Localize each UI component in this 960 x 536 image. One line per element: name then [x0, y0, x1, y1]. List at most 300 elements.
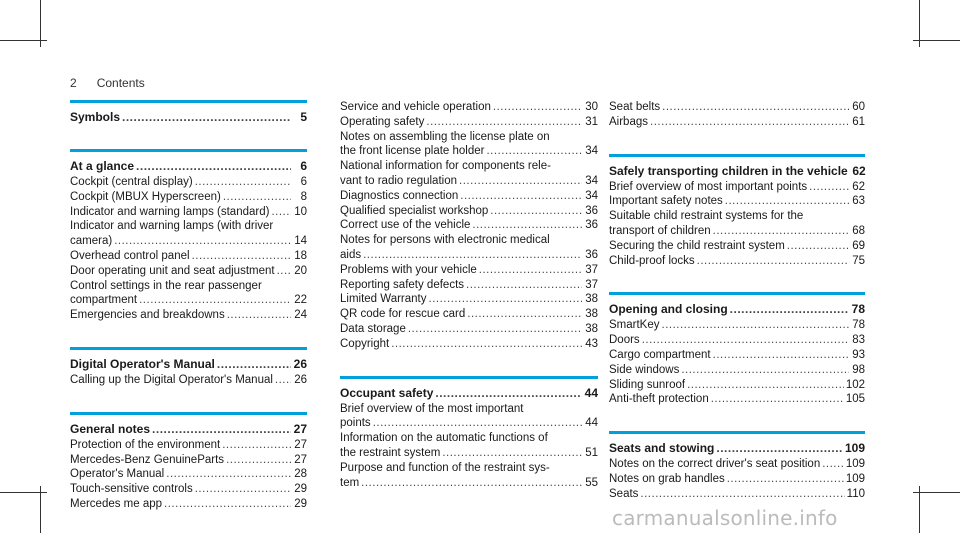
running-header	[70, 76, 145, 90]
section-heading-text: Seats and stowing	[609, 441, 715, 456]
dot-leader	[479, 263, 582, 278]
toc-entry-text: Airbags	[609, 115, 648, 128]
toc-page-number: 6	[300, 176, 307, 188]
toc-page-number: 8	[300, 190, 307, 203]
toc-page-number: 37	[585, 263, 598, 276]
dot-leader	[222, 438, 291, 453]
toc-entry-text: Notes for persons with electronic medical	[340, 234, 550, 247]
dot-leader	[713, 224, 849, 239]
section-page-number: 27	[293, 421, 307, 436]
toc-entry-line	[609, 363, 865, 378]
toc-entry[interactable]	[609, 239, 865, 254]
toc-entry-text: Operating safety	[340, 115, 425, 128]
toc-page-number: 29	[294, 483, 307, 496]
running-title: Contents	[96, 76, 145, 90]
toc-page-number: 102	[845, 378, 865, 391]
dot-leader	[486, 144, 582, 159]
dot-leader	[642, 333, 849, 348]
toc-entry[interactable]	[609, 254, 865, 269]
toc-page-number: 51	[585, 446, 598, 459]
dot-leader	[662, 318, 850, 333]
toc-entry[interactable]	[70, 205, 307, 220]
toc-entry-text: Qualified specialist workshop	[340, 204, 489, 217]
toc-entry-line	[609, 392, 865, 407]
dot-leader	[426, 115, 582, 130]
dot-leader	[681, 363, 849, 378]
toc-entry-line	[609, 224, 865, 239]
section-heading[interactable]	[70, 158, 307, 174]
toc-entry[interactable]	[70, 190, 307, 205]
dot-leader	[227, 308, 291, 323]
toc-entry-text: Touch-sensitive controls	[70, 483, 193, 496]
toc-entry-text: Protection of the environment	[70, 438, 221, 451]
toc-entry-text: SmartKey	[609, 319, 660, 332]
section-page-number: 26	[293, 356, 307, 371]
toc-entry-line	[70, 467, 307, 482]
dot-leader	[697, 254, 849, 269]
section-heading[interactable]	[340, 385, 598, 401]
toc-entry-text: Notes on grab handles	[609, 472, 725, 485]
toc-page-number: 26	[294, 373, 307, 386]
dot-leader	[725, 194, 849, 209]
section-heading-text: Symbols	[70, 110, 121, 124]
toc-page-number: 78	[852, 319, 865, 332]
toc-entry-line	[340, 322, 598, 337]
toc-entry-line	[340, 263, 598, 278]
toc-page-number: 28	[294, 468, 307, 481]
toc-page-number: 38	[585, 308, 598, 321]
toc-entry[interactable]	[340, 159, 598, 189]
toc-entry-line	[70, 438, 307, 453]
toc-entry[interactable]	[609, 100, 865, 115]
toc-entry-line	[340, 292, 598, 307]
toc-entry-line	[609, 457, 865, 472]
dot-leader	[459, 174, 582, 189]
toc-page-number: 20	[294, 264, 307, 277]
toc-entry-text: Door operating unit and seat adjustment	[70, 264, 275, 277]
toc-entry-text: Sliding sunroof	[609, 378, 686, 391]
toc-page-number: 30	[585, 101, 598, 113]
toc-entry-line	[609, 100, 865, 115]
section-heading-text: General notes	[70, 421, 151, 436]
toc-entry-text: camera)	[70, 235, 113, 248]
dot-leader	[373, 416, 582, 431]
section-page-number: 5	[300, 110, 307, 124]
toc-entry[interactable]	[340, 402, 598, 432]
toc-page-number: 29	[294, 497, 307, 510]
toc-entry-text: Brief overview of most important points	[609, 180, 808, 193]
toc-entry-text: Overhead control panel	[70, 249, 190, 262]
toc-entry-line	[340, 307, 598, 322]
toc-section	[340, 100, 598, 352]
toc-entry-text: the front license plate holder	[340, 145, 485, 158]
toc-entry[interactable]	[70, 219, 307, 249]
toc-page-number: 36	[585, 204, 598, 217]
watermark: carmanualsonline.info	[612, 506, 838, 530]
dot-leader	[467, 307, 582, 322]
toc-entry-text: Operator's Manual	[70, 468, 165, 481]
dot-leader	[271, 205, 291, 220]
section-rule	[70, 412, 307, 415]
toc-entry[interactable]	[340, 461, 598, 491]
toc-entry-line	[70, 453, 307, 468]
toc-entry[interactable]	[340, 292, 598, 307]
toc-entry-line	[609, 239, 865, 254]
toc-page-number: 31	[585, 115, 598, 128]
dot-leader	[164, 497, 291, 512]
toc-entry[interactable]	[340, 233, 598, 263]
section-heading[interactable]	[609, 440, 865, 456]
toc-entry-line	[70, 308, 307, 323]
toc-entry-text: Mercedes-Benz GenuineParts	[70, 453, 225, 466]
crop-mark	[0, 492, 47, 493]
section-page-number: 78	[851, 302, 865, 317]
toc-entry-text: Problems with your vehicle	[340, 263, 477, 276]
dot-leader	[650, 115, 849, 130]
section-page-number: 6	[300, 159, 307, 173]
toc-page-number: 34	[585, 145, 598, 158]
toc-entry-line	[70, 264, 307, 279]
toc-entry[interactable]	[609, 333, 865, 348]
toc-entry-text: Emergencies and breakdowns	[70, 309, 225, 322]
toc-entry-line	[340, 476, 598, 491]
dot-leader	[217, 356, 291, 372]
toc-entry-text: Indicator and warning lamps (with driver	[70, 220, 274, 233]
toc-entry-line	[340, 144, 598, 159]
section-page-number: 44	[584, 385, 598, 400]
toc-entry-line	[340, 446, 598, 461]
toc-entry-text: vant to radio regulation	[340, 174, 457, 187]
toc-entry[interactable]	[609, 318, 865, 333]
toc-entry[interactable]	[609, 180, 865, 195]
crop-mark	[913, 492, 960, 493]
toc-entry[interactable]	[70, 482, 307, 497]
toc-entry[interactable]	[609, 472, 865, 487]
dot-leader	[429, 292, 583, 307]
dot-leader	[408, 322, 582, 337]
toc-entry[interactable]	[70, 438, 307, 453]
toc-entry-text: Purpose and function of the restraint sys-	[340, 461, 550, 474]
toc-section	[609, 100, 865, 130]
toc-entry[interactable]	[609, 457, 865, 472]
dot-leader	[139, 293, 291, 308]
section-rule	[609, 292, 865, 295]
toc-entry[interactable]	[70, 175, 307, 190]
toc-entry-line	[609, 333, 865, 348]
toc-entry[interactable]	[609, 115, 865, 130]
toc-page-number: 75	[852, 254, 865, 267]
dot-leader	[195, 175, 291, 190]
dot-leader	[730, 301, 849, 317]
toc-entry-line	[340, 248, 598, 263]
toc-entry-line	[609, 348, 865, 363]
dot-leader	[363, 248, 582, 263]
toc-page-number: 109	[845, 458, 865, 471]
dot-leader	[493, 100, 582, 115]
crop-mark	[919, 486, 920, 533]
toc-page-number: 61	[852, 115, 865, 128]
dot-leader	[787, 239, 849, 254]
toc-entry[interactable]	[340, 204, 598, 219]
toc-entry-text: Seat belts	[609, 101, 661, 113]
section-heading-text: Digital Operator's Manual	[70, 356, 215, 371]
toc-entry-line	[70, 482, 307, 497]
toc-page-number: 55	[585, 476, 598, 489]
toc-page-number: 83	[852, 334, 865, 347]
dot-leader	[195, 482, 291, 497]
toc-entry-line	[70, 373, 307, 388]
section-heading-text: Occupant safety	[340, 385, 434, 400]
toc-entry[interactable]	[340, 218, 598, 233]
dot-leader	[822, 457, 844, 472]
toc-entry-line	[70, 497, 307, 512]
toc-page-number: 44	[585, 417, 598, 430]
toc-entry[interactable]	[70, 373, 307, 388]
toc-entry-line	[70, 293, 307, 308]
toc-column-2	[340, 100, 598, 514]
toc-entry[interactable]	[70, 249, 307, 264]
toc-section	[70, 412, 307, 512]
toc-entry-text: aids	[340, 248, 362, 261]
dot-leader	[490, 204, 582, 219]
dot-leader	[152, 421, 291, 437]
toc-entry[interactable]	[340, 322, 598, 337]
toc-page-number: 60	[852, 101, 865, 113]
toc-entry[interactable]	[340, 115, 598, 130]
toc-entry-line	[340, 278, 598, 293]
section-page-number: 109	[844, 441, 865, 456]
toc-entry-text: National information for components rele-	[340, 160, 551, 173]
toc-entry[interactable]	[70, 497, 307, 512]
toc-entry[interactable]	[340, 337, 598, 352]
toc-entry-text: Data storage	[340, 322, 406, 335]
toc-page-number: 38	[585, 293, 598, 306]
toc-entry[interactable]	[609, 209, 865, 239]
crop-mark	[40, 486, 41, 533]
toc-entry-text: the restraint system	[340, 446, 441, 459]
dot-leader	[711, 392, 844, 407]
dot-leader	[166, 467, 291, 482]
dot-leader	[640, 487, 844, 502]
toc-entry[interactable]	[609, 194, 865, 209]
toc-section	[340, 376, 598, 491]
toc-page-number: 93	[852, 348, 865, 361]
dot-leader	[809, 180, 849, 195]
toc-page-number: 105	[845, 393, 865, 406]
toc-page-number: 110	[846, 487, 865, 500]
toc-page-number: 36	[585, 219, 598, 232]
toc-entry-text: Securing the child restraint system	[609, 239, 785, 252]
toc-page-number: 98	[852, 363, 865, 376]
toc-entry-line	[609, 378, 865, 393]
toc-entry-text: tem	[340, 476, 360, 489]
toc-entry[interactable]	[609, 392, 865, 407]
section-rule	[70, 149, 307, 152]
toc-column-3	[609, 100, 865, 526]
section-rule	[609, 154, 865, 157]
toc-entry-text: points	[340, 417, 371, 430]
toc-page-number: 34	[585, 189, 598, 202]
toc-page-number: 62	[852, 180, 865, 193]
toc-entry[interactable]	[340, 100, 598, 115]
toc-entry-text: Notes on assembling the license plate on	[340, 130, 550, 143]
dot-leader	[466, 278, 582, 293]
dot-leader	[716, 440, 843, 456]
toc-entry-line	[609, 115, 865, 130]
toc-entry[interactable]	[70, 467, 307, 482]
toc-entry-text: compartment	[70, 294, 138, 307]
toc-entry-line	[340, 174, 598, 189]
toc-entry-text: Important safety notes	[609, 195, 723, 208]
toc-page-number: 38	[585, 322, 598, 335]
toc-entry-line	[609, 194, 865, 209]
section-heading[interactable]	[70, 356, 307, 372]
toc-entry-line	[70, 205, 307, 220]
dot-leader	[662, 100, 849, 115]
toc-page-number: 68	[852, 224, 865, 237]
toc-page-number: 10	[294, 205, 307, 218]
toc-section	[70, 149, 307, 323]
toc-entry[interactable]	[70, 264, 307, 279]
toc-entry-line	[340, 100, 598, 115]
toc-section	[70, 347, 307, 388]
toc-entry-line	[70, 234, 307, 249]
toc-section	[609, 154, 865, 269]
toc-entry-line	[609, 487, 865, 502]
section-heading-text: Safely transporting children in the vehicle	[609, 163, 848, 178]
section-heading[interactable]	[70, 109, 307, 125]
toc-entry-line	[70, 175, 307, 190]
toc-entry-line	[340, 218, 598, 233]
section-heading[interactable]	[609, 163, 865, 179]
toc-page-number: 27	[294, 453, 307, 466]
toc-page-number: 24	[294, 309, 307, 322]
toc-entry-text: Cockpit (MBUX Hyperscreen)	[70, 190, 221, 203]
toc-page-number: 14	[294, 235, 307, 248]
toc-entry-text: Service and vehicle operation	[340, 101, 491, 113]
toc-entry-line	[340, 189, 598, 204]
toc-entry-text: Anti-theft protection	[609, 393, 709, 406]
toc-page-number: 18	[294, 249, 307, 262]
toc-entry-text: Indicator and warning lamps (standard)	[70, 205, 270, 218]
toc-page-number: 63	[852, 195, 865, 208]
toc-entry-text: Diagnostics connection	[340, 189, 459, 202]
toc-page-number: 27	[294, 438, 307, 451]
section-heading-text: At a glance	[70, 159, 135, 173]
section-heading-text: Opening and closing	[609, 302, 728, 317]
toc-entry-line	[340, 337, 598, 352]
section-rule	[70, 100, 307, 103]
dot-leader	[435, 385, 582, 401]
section-page-number: 62	[852, 163, 866, 178]
toc-entry-text: Calling up the Digital Operator's Manual	[70, 373, 273, 386]
toc-entry-text: Child-proof locks	[609, 254, 695, 267]
dot-leader	[727, 472, 844, 487]
toc-page-number: 36	[585, 248, 598, 261]
toc-entry[interactable]	[609, 378, 865, 393]
toc-entry[interactable]	[70, 308, 307, 323]
dot-leader	[713, 348, 849, 363]
toc-entry[interactable]	[340, 431, 598, 461]
toc-entry-line	[70, 190, 307, 205]
dot-leader	[122, 109, 291, 125]
dot-leader	[114, 234, 291, 249]
dot-leader	[361, 476, 582, 491]
toc-entry[interactable]	[340, 263, 598, 278]
toc-entry-text: Cockpit (central display)	[70, 176, 193, 188]
toc-page-number: 37	[585, 278, 598, 291]
toc-entry-text: Notes on the correct driver's seat position	[609, 458, 821, 471]
toc-entry-line	[609, 472, 865, 487]
toc-entry-text: Reporting safety defects	[340, 278, 465, 291]
section-heading[interactable]	[70, 421, 307, 437]
toc-entry-line	[609, 180, 865, 195]
dot-leader	[277, 264, 291, 279]
toc-entry-text: QR code for rescue card	[340, 308, 466, 321]
toc-entry-text: Seats	[609, 487, 639, 500]
toc-entry-line	[70, 249, 307, 264]
toc-entry-text: Cargo compartment	[609, 348, 711, 361]
toc-section	[609, 292, 865, 407]
dot-leader	[226, 453, 291, 468]
dot-leader	[223, 190, 291, 205]
toc-entry-text: Doors	[609, 334, 640, 347]
toc-entry-text: Suitable child restraint systems for the	[609, 210, 804, 223]
page-number: 2	[70, 76, 77, 90]
toc-entry[interactable]	[70, 279, 307, 309]
toc-entry-line	[340, 204, 598, 219]
section-heading[interactable]	[609, 301, 865, 317]
toc-entry-line	[609, 318, 865, 333]
toc-entry[interactable]	[340, 189, 598, 204]
toc-entry[interactable]	[609, 363, 865, 378]
toc-page-number: 109	[845, 472, 865, 485]
toc-section	[609, 431, 865, 501]
dot-leader	[442, 446, 582, 461]
toc-column-1	[70, 100, 307, 536]
toc-entry-text: Copyright	[340, 337, 390, 350]
toc-entry-line	[609, 254, 865, 269]
toc-page-number: 34	[585, 174, 598, 187]
section-rule	[609, 431, 865, 434]
dot-leader	[136, 158, 291, 174]
toc-entry-text: Mercedes me app	[70, 497, 163, 510]
toc-entry[interactable]	[340, 130, 598, 160]
toc-entry[interactable]	[609, 487, 865, 502]
dot-leader	[687, 378, 844, 393]
section-rule	[340, 376, 598, 379]
toc-entry[interactable]	[70, 453, 307, 468]
toc-entry-line	[340, 115, 598, 130]
toc-entry-text: Limited Warranty	[340, 293, 427, 306]
toc-entry[interactable]	[340, 278, 598, 293]
toc-entry-text: Brief overview of the most important	[340, 402, 524, 415]
dot-leader	[275, 373, 291, 388]
toc-page-number: 22	[294, 294, 307, 307]
toc-page-number: 69	[852, 239, 865, 252]
toc-entry-line	[340, 416, 598, 431]
dot-leader	[192, 249, 291, 264]
toc-entry-text: Correct use of the vehicle	[340, 219, 471, 232]
toc-entry[interactable]	[609, 348, 865, 363]
toc-entry-text: Side windows	[609, 363, 680, 376]
crop-mark	[0, 40, 47, 41]
dot-leader	[460, 189, 582, 204]
toc-entry[interactable]	[340, 307, 598, 322]
toc-page-number: 43	[585, 337, 598, 350]
toc-section	[70, 100, 307, 125]
toc-entry-text: transport of children	[609, 224, 711, 237]
